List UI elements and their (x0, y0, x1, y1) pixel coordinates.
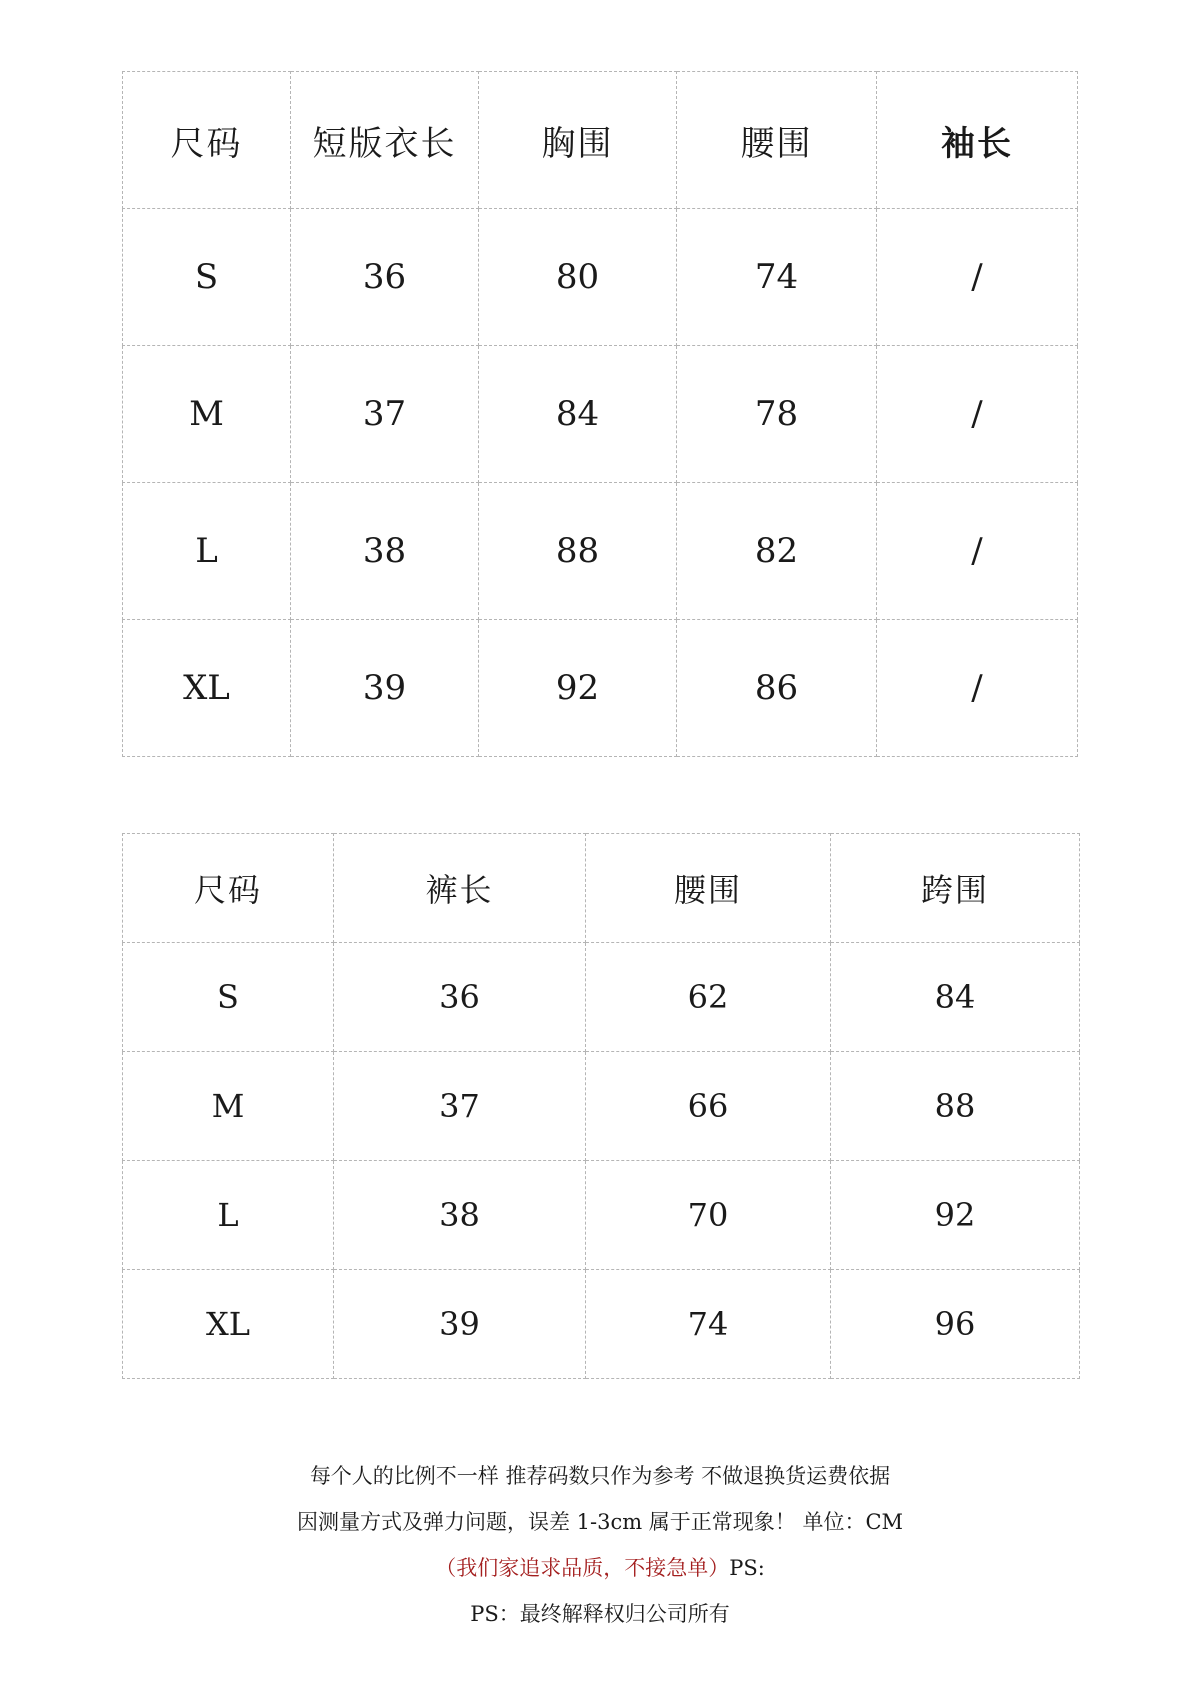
size-notes (0, 1453, 1200, 1637)
header-size: 尺码 (123, 834, 334, 943)
header-waist: 腰围 (677, 72, 877, 209)
table-header-row (123, 834, 1080, 943)
note-line-reference: 每个人的比例不一样 推荐码数只作为参考 不做退换货运费依据 (309, 1464, 891, 1488)
cell-length: 36 (291, 209, 479, 346)
cell-chest: 84 (479, 346, 677, 483)
cell-waist: 62 (586, 943, 831, 1052)
cell-length: 37 (291, 346, 479, 483)
header-chest: 胸围 (479, 72, 677, 209)
cell-waist: 66 (586, 1052, 831, 1161)
top-size-table (122, 71, 1078, 757)
cell-hip: 96 (831, 1270, 1080, 1379)
table-row (123, 209, 1078, 346)
header-hip: 跨围 (831, 834, 1080, 943)
bottom-size-table (122, 833, 1080, 1379)
header-pants-length: 裤长 (334, 834, 586, 943)
cell-pants-length: 37 (334, 1052, 586, 1161)
cell-sleeve: / (877, 346, 1078, 483)
cell-hip: 84 (831, 943, 1080, 1052)
cell-waist: 82 (677, 483, 877, 620)
header-waist: 腰围 (586, 834, 831, 943)
cell-waist: 78 (677, 346, 877, 483)
cell-size: XL (123, 1270, 334, 1379)
note-quality-red: （我们家追求品质，不接急单） (435, 1556, 730, 1580)
cell-length: 38 (291, 483, 479, 620)
cell-chest: 92 (479, 620, 677, 757)
table-row (123, 1052, 1080, 1161)
cell-sleeve: / (877, 620, 1078, 757)
table-row (123, 1161, 1080, 1270)
cell-waist: 74 (586, 1270, 831, 1379)
cell-chest: 88 (479, 483, 677, 620)
cell-size: XL (123, 620, 291, 757)
header-sleeve: 袖长 (877, 72, 1078, 209)
cell-pants-length: 38 (334, 1161, 586, 1270)
table-row (123, 483, 1078, 620)
cell-pants-length: 36 (334, 943, 586, 1052)
note-line-tolerance: 因测量方式及弹力问题，误差 1-3cm 属于正常现象！ 单位：CM (296, 1510, 904, 1534)
table-row (123, 346, 1078, 483)
cell-size: M (123, 346, 291, 483)
cell-pants-length: 39 (334, 1270, 586, 1379)
table-row (123, 943, 1080, 1052)
cell-chest: 80 (479, 209, 677, 346)
cell-sleeve: / (877, 483, 1078, 620)
cell-size: S (123, 943, 334, 1052)
table-row (123, 1270, 1080, 1379)
cell-waist: 86 (677, 620, 877, 757)
header-size: 尺码 (123, 72, 291, 209)
note-line-quality (0, 1545, 1200, 1591)
cell-size: L (123, 483, 291, 620)
cell-hip: 92 (831, 1161, 1080, 1270)
cell-size: M (123, 1052, 334, 1161)
cell-sleeve: / (877, 209, 1078, 346)
cell-size: L (123, 1161, 334, 1270)
cell-waist: 70 (586, 1161, 831, 1270)
note-line-rights: PS：最终解释权归公司所有 (470, 1602, 730, 1626)
cell-size: S (123, 209, 291, 346)
cell-length: 39 (291, 620, 479, 757)
header-short-length: 短版衣长 (291, 72, 479, 209)
cell-waist: 74 (677, 209, 877, 346)
table-row (123, 620, 1078, 757)
note-quality-ps: PS: (729, 1556, 765, 1580)
cell-hip: 88 (831, 1052, 1080, 1161)
table-header-row (123, 72, 1078, 209)
